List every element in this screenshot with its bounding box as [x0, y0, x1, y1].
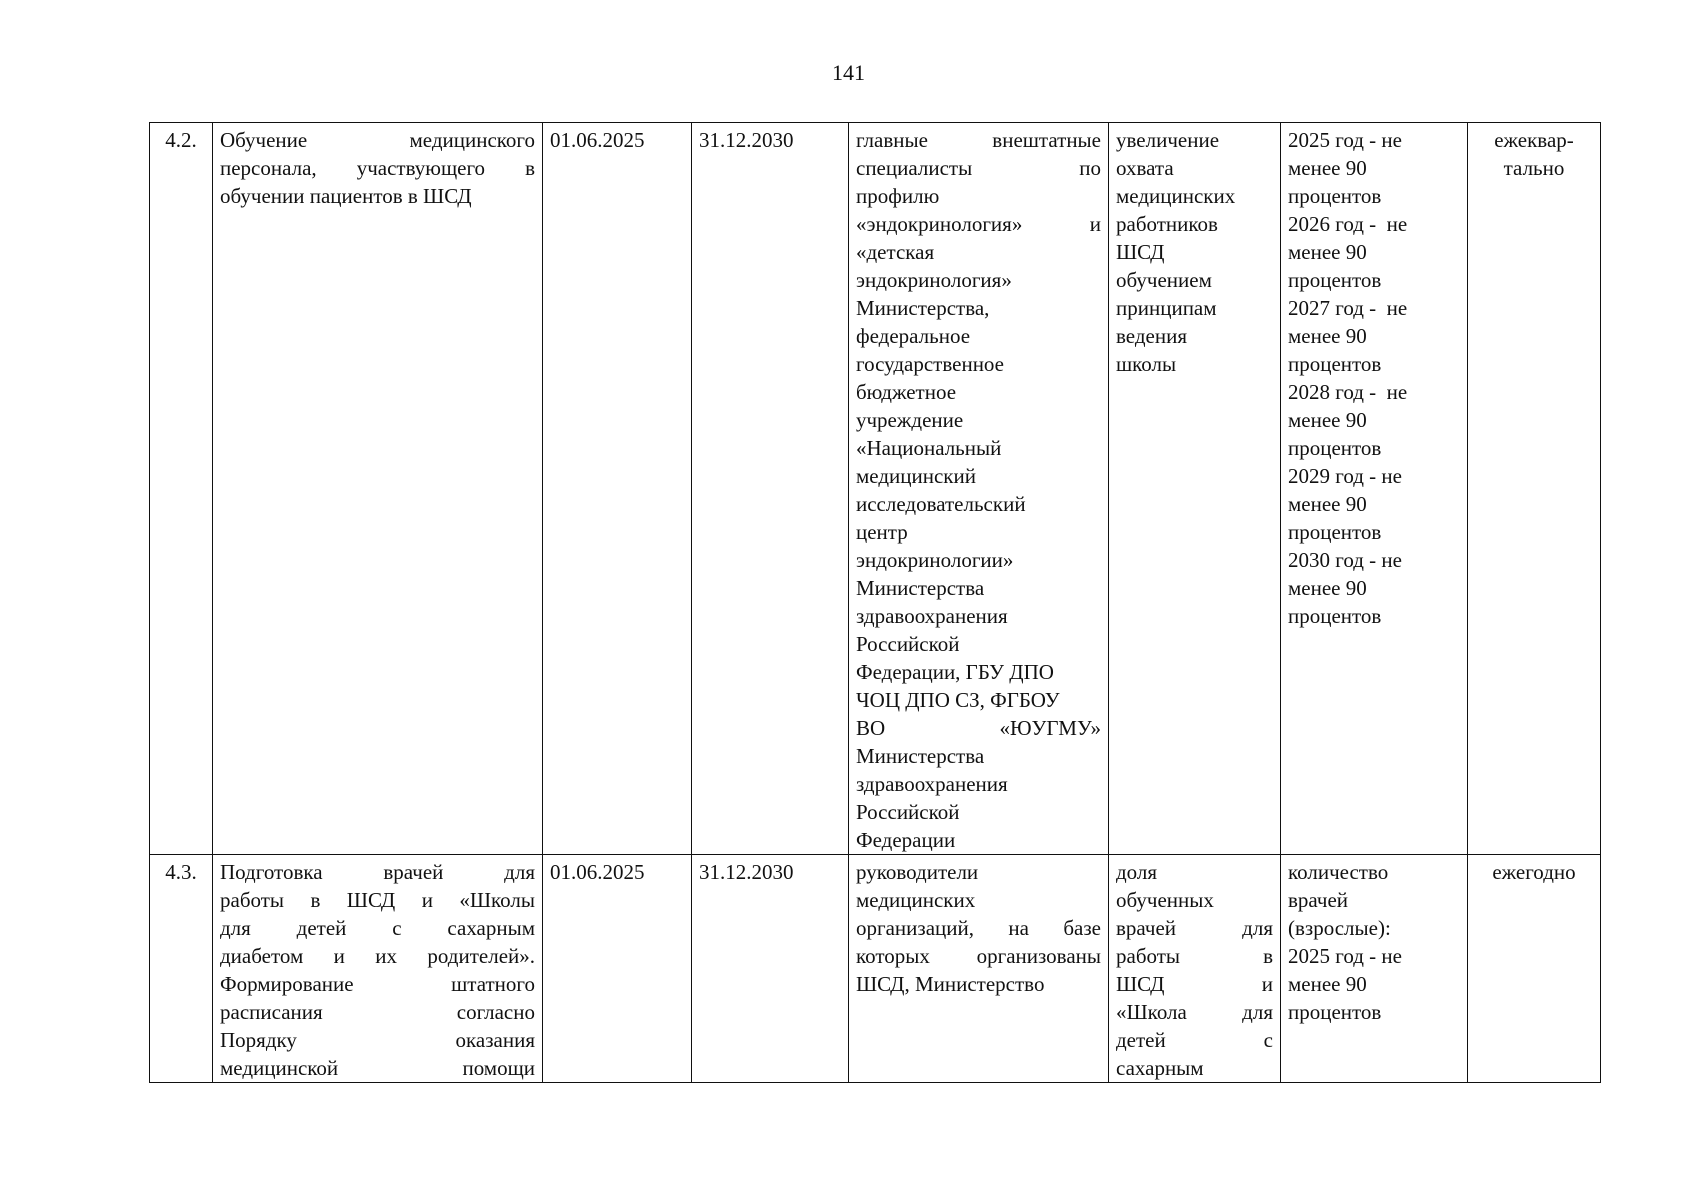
indicator-cell	[1281, 123, 1468, 855]
indicator-line: врачей	[1288, 888, 1349, 912]
result-line: охвата	[1116, 156, 1174, 180]
indicator-line: 2029 год - не	[1288, 464, 1402, 488]
result-line: обучением	[1116, 268, 1212, 292]
responsible-line: медицинский	[856, 464, 976, 488]
responsible-line: ЧОЦ ДПО СЗ, ФГБОУ	[856, 688, 1060, 712]
indicator-line: процентов	[1288, 520, 1382, 544]
responsible-line: профилю	[856, 184, 940, 208]
indicator-line: процентов	[1288, 352, 1382, 376]
responsible-line: Федерации, ГБУ ДПО	[856, 660, 1054, 684]
responsible-line: эндокринология»	[856, 268, 1012, 292]
end-date-cell: 31.12.2030	[692, 123, 849, 855]
result-cell	[1109, 855, 1281, 1083]
result-line: ШСД и	[1116, 972, 1273, 996]
responsible-line: организаций, на базе	[856, 916, 1101, 940]
indicator-line: менее 90	[1288, 972, 1367, 996]
result-line: доля	[1116, 860, 1158, 884]
responsible-line: главные внештатные	[856, 128, 1101, 152]
start-date-cell: 01.06.2025	[543, 123, 692, 855]
indicator-line: процентов	[1288, 436, 1382, 460]
responsible-line: «эндокринология» и	[856, 212, 1101, 236]
responsible-line: «Национальный	[856, 436, 1002, 460]
indicator-line: 2025 год - не	[1288, 128, 1402, 152]
periodicity-cell	[1468, 123, 1601, 855]
indicator-line: 2030 год - не	[1288, 548, 1402, 572]
activity-line: работы в ШСД и «Школы	[220, 888, 535, 912]
page-number: 141	[832, 60, 865, 85]
activity-line: медицинской помощи	[220, 1056, 535, 1080]
indicator-line: менее 90	[1288, 408, 1367, 432]
responsible-line: которых организованы	[856, 944, 1101, 968]
activity-cell	[213, 855, 543, 1083]
activity-line: диабетом и их родителей».	[220, 944, 535, 968]
activity-cell	[213, 123, 543, 855]
responsible-line: Министерства	[856, 576, 985, 600]
indicator-line: процентов	[1288, 184, 1382, 208]
result-line: «Школа для	[1116, 1000, 1273, 1024]
responsible-cell	[849, 855, 1109, 1083]
responsible-line: исследовательский	[856, 492, 1026, 516]
activity-line: персонала, участвующего в	[220, 156, 535, 180]
periodicity-line: ежегодно	[1492, 860, 1576, 884]
responsible-line: здравоохранения	[856, 772, 1008, 796]
indicator-line: 2026 год - не	[1288, 212, 1408, 236]
indicator-line: (взрослые):	[1288, 916, 1391, 940]
indicator-line: процентов	[1288, 1000, 1382, 1024]
result-line: школы	[1116, 352, 1177, 376]
responsible-line: здравоохранения	[856, 604, 1008, 628]
row-number: 4.2.	[150, 123, 213, 855]
end-date-cell: 31.12.2030	[692, 855, 849, 1083]
responsible-line: руководители	[856, 860, 979, 884]
measures-table	[149, 122, 1601, 1083]
responsible-line: учреждение	[856, 408, 964, 432]
row-number: 4.3.	[150, 855, 213, 1083]
responsible-line: эндокринологии»	[856, 548, 1014, 572]
activity-line: Формирование штатного	[220, 972, 535, 996]
indicator-line: 2028 год - не	[1288, 380, 1408, 404]
responsible-line: Федерации	[856, 828, 956, 852]
result-line: работы в	[1116, 944, 1273, 968]
responsible-line: центр	[856, 520, 908, 544]
indicator-line: процентов	[1288, 268, 1382, 292]
result-line: работников	[1116, 212, 1218, 236]
result-line: обученных	[1116, 888, 1214, 912]
activity-line: Обучение медицинского	[220, 128, 535, 152]
result-cell	[1109, 123, 1281, 855]
responsible-line: специалисты по	[856, 156, 1101, 180]
activity-line: для детей с сахарным	[220, 916, 535, 940]
result-line: сахарным	[1116, 1056, 1204, 1080]
activity-line: Порядку оказания	[220, 1028, 535, 1052]
indicator-line: менее 90	[1288, 324, 1367, 348]
indicator-line: количество	[1288, 860, 1389, 884]
result-line: принципам	[1116, 296, 1217, 320]
responsible-line: медицинских	[856, 888, 976, 912]
result-line: ШСД	[1116, 240, 1165, 264]
indicator-line: процентов	[1288, 604, 1382, 628]
result-line: ведения	[1116, 324, 1187, 348]
result-line: медицинских	[1116, 184, 1236, 208]
result-line: врачей для	[1116, 916, 1273, 940]
responsible-line: федеральное	[856, 324, 971, 348]
indicator-line: менее 90	[1288, 576, 1367, 600]
responsible-line: Российской	[856, 632, 960, 656]
result-line: увеличение	[1116, 128, 1220, 152]
indicator-line: 2025 год - не	[1288, 944, 1402, 968]
responsible-line: бюджетное	[856, 380, 957, 404]
responsible-line: ШСД, Министерство	[856, 972, 1045, 996]
indicator-line: 2027 год - не	[1288, 296, 1408, 320]
table-row	[150, 855, 1601, 1083]
responsible-line: «детская	[856, 240, 935, 264]
responsible-line: Министерства,	[856, 296, 990, 320]
responsible-cell	[849, 123, 1109, 855]
indicator-line: менее 90	[1288, 156, 1367, 180]
indicator-line: менее 90	[1288, 492, 1367, 516]
responsible-line: Министерства	[856, 744, 985, 768]
start-date-cell: 01.06.2025	[543, 855, 692, 1083]
periodicity-line: ежеквар-	[1494, 128, 1574, 152]
result-line: детей с	[1116, 1028, 1273, 1052]
indicator-cell	[1281, 855, 1468, 1083]
responsible-line: Российской	[856, 800, 960, 824]
activity-line: обучении пациентов в ШСД	[220, 184, 472, 208]
table-row	[150, 123, 1601, 855]
indicator-line: менее 90	[1288, 240, 1367, 264]
responsible-line: государственное	[856, 352, 1005, 376]
activity-line: Подготовка врачей для	[220, 860, 535, 884]
periodicity-line: тально	[1503, 156, 1565, 180]
periodicity-cell	[1468, 855, 1601, 1083]
activity-line: расписания согласно	[220, 1000, 535, 1024]
responsible-line: ВО «ЮУГМУ»	[856, 716, 1101, 740]
